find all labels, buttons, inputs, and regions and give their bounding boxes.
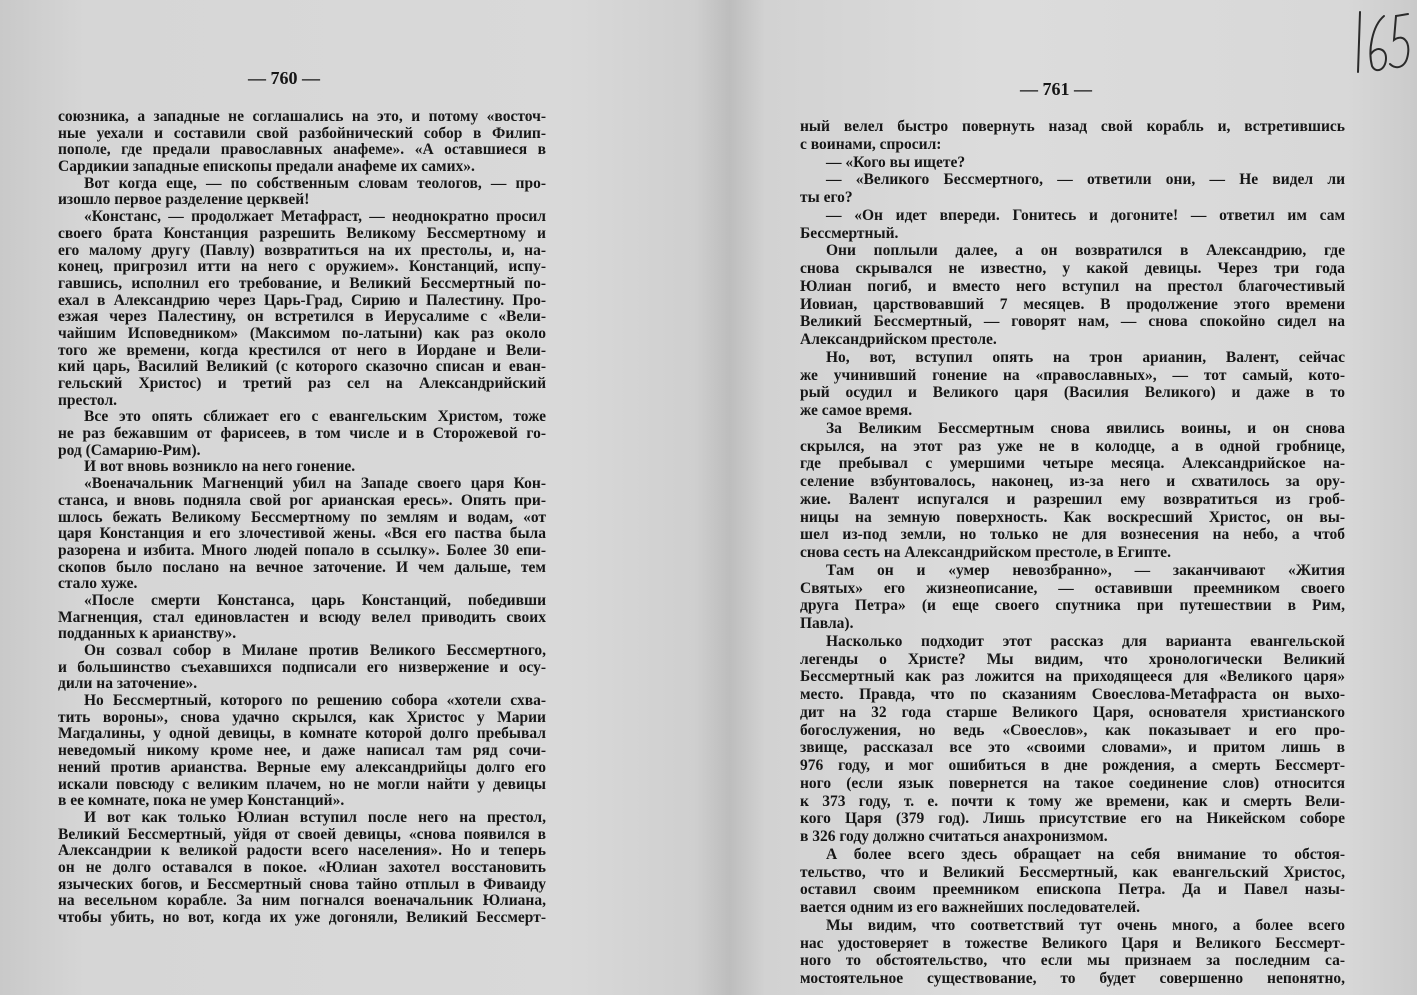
text-line: станса, и вновь подняла свой рог арианская ересь». Опять при- bbox=[58, 491, 546, 509]
text-line: Александрии к великой радости всего населения». Но и теперь bbox=[58, 842, 546, 860]
paragraph bbox=[58, 593, 546, 643]
text-line: Но Бессмертный, которого по решению собора «хотели схва- bbox=[84, 692, 546, 710]
text-line: А более всего здесь обращает на себя внимание то обстоя- bbox=[826, 845, 1345, 863]
text-line: И вот как только Юлиан вступил после него на престол, bbox=[84, 808, 546, 826]
paragraph bbox=[800, 118, 1345, 154]
text-line: «Констанс, — продолжает Метафраст, — неоднократно просил bbox=[84, 208, 546, 226]
text-line: «Военачальник Магненций убил на Западе своего царя Кон- bbox=[84, 475, 546, 493]
text-line: Бессмертный как раз ложится на приходящееся для «Великого царя» bbox=[800, 668, 1345, 686]
text-line: богослужения, но ведь «Своеслов», как показывает и его про- bbox=[800, 721, 1345, 739]
text-line: гавшись, исполнил его требование, и Великий Бессмертный по- bbox=[58, 274, 546, 292]
text-line: легенды о Христе? Мы видим, что хронологически Великий bbox=[800, 650, 1345, 668]
text-line: снова сесть на Александрийском престоле, в Египте. bbox=[800, 544, 1171, 561]
text-line: Павла). bbox=[800, 615, 854, 632]
text-line: Великий Бессмертный, уйдя от своей девицы, «снова появился в bbox=[58, 825, 546, 843]
text-line: шел из-под земли, но только не для вознесения на небо, а чтоб bbox=[800, 526, 1345, 544]
text-line: языческих богов, и Бессмертный снова тайно отплыл в Фиваиду bbox=[58, 875, 546, 893]
text-line: конец, пригрозил итти на него с оружием». Констанций, испу- bbox=[58, 258, 546, 276]
text-line: он не долго оставался в покое. «Юлиан захотел восстановить bbox=[58, 858, 546, 876]
text-line: того же времени, когда крестился от него в Иордане и Вели- bbox=[58, 341, 546, 359]
text-line: чтобы убить, но вот, когда их уже догоняли, Великий Бессмерт- bbox=[58, 909, 546, 926]
text-line: изошло первое разделение церквей! bbox=[58, 191, 310, 209]
text-line: вается одним из его важнейших последователей. bbox=[800, 899, 1141, 916]
text-line: кого Царя (379 год). Лишь присутствие его на Никейском соборе bbox=[800, 810, 1345, 828]
text-line: тельство, что и Великий Бессмертный, как евангельский Христос, bbox=[800, 863, 1345, 881]
text-line: мостоятельное существование, то будет совершенно непонятно, bbox=[800, 970, 1345, 987]
text-line: гельский Христос) и третий раз сел на Александрийский bbox=[58, 375, 546, 392]
text-line: езжая через Палестину, он встретился в Иерусалиме с «Вели- bbox=[58, 308, 546, 326]
text-line: царя Констанция и его злочестивой жены. «Вся его паства была bbox=[58, 525, 546, 543]
text-line: с воинами, спросил: bbox=[800, 135, 942, 153]
text-line: — «Кого вы ищете? bbox=[826, 153, 966, 171]
text-line: престол. bbox=[58, 391, 118, 409]
text-line: ного (если язык повернется на такое соединение слов) относится bbox=[800, 774, 1345, 792]
text-line: Они поплыли далее, а он возвратился в Александрию, где bbox=[826, 242, 1345, 260]
paragraph bbox=[58, 109, 546, 176]
paragraph bbox=[58, 459, 546, 476]
text-line: нас удостоверяет в тожестве Великого Царя и Великого Бессмерт- bbox=[800, 934, 1345, 952]
text-line: Там он и «умер невозбранно», — заканчивают «Жития bbox=[826, 561, 1345, 579]
paragraph bbox=[58, 643, 546, 693]
paragraph bbox=[58, 409, 546, 459]
text-line: скрылся, на этот раз уже не в колодце, а в одной гробнице, bbox=[800, 437, 1345, 455]
text-line: ного то обстоятельство, что если мы признаем за последним са- bbox=[800, 952, 1345, 970]
text-line: шлось бежать Великому Бессмертному по землям и водам, «от bbox=[58, 508, 546, 526]
page-760-text bbox=[58, 109, 546, 927]
text-line: дит на 32 года старше Великого Царя, основателя христианского bbox=[800, 703, 1345, 721]
text-line: И вот вновь возникло на него гонение. bbox=[84, 458, 356, 476]
text-line: рый осудил и Великого царя (Василия Великого) и даже в то bbox=[800, 384, 1345, 402]
handwritten-page-number bbox=[1352, 6, 1412, 78]
text-line: ницы на земную поверхность. Как воскресший Христос, он вы- bbox=[800, 508, 1345, 526]
text-line: стало хуже. bbox=[58, 575, 138, 593]
text-line: ехал в Александрию через Царь-Град, Сирию и Палестину. Про- bbox=[58, 291, 546, 309]
text-line: Великий Бессмертный, — говорят нам, — снова спокойно сидел на bbox=[800, 313, 1345, 331]
text-line: где пребывал с умершими четыре месяца. Александрийское на- bbox=[800, 455, 1345, 473]
page-number-right: — 761 — bbox=[1020, 79, 1092, 99]
paragraph bbox=[58, 810, 546, 927]
text-line: кий царь, Василий Великий (с которого сказочно списан и еван- bbox=[58, 358, 546, 376]
text-line: на весельном корабле. За ним погнался военачальник Юлиана, bbox=[58, 892, 546, 910]
paragraph bbox=[800, 420, 1345, 562]
text-line: в 326 году должно считаться анахронизмом. bbox=[800, 828, 1108, 845]
text-line: Сардикии западные епископы предали анафеме их самих». bbox=[58, 158, 475, 176]
text-line: Иовиан, царствовавший 7 месяцев. В продолжение этого времени bbox=[800, 295, 1345, 313]
text-line: и большинство съехавшихся подписали его низвержение и осу- bbox=[58, 658, 546, 676]
paragraph bbox=[800, 846, 1345, 917]
text-line: же учинивший гонение на «православных», — тот самый, кото- bbox=[800, 366, 1345, 384]
text-line: род (Самарию-Рим). bbox=[58, 441, 201, 459]
paragraph bbox=[800, 207, 1345, 243]
text-line: звище, рассказал все это «своими словами», и притом лишь в bbox=[800, 739, 1345, 757]
text-line: не раз бежавшим от фарисеев, в том числе и в Сторожевой го- bbox=[58, 425, 546, 443]
text-line: место. Правда, что по сказаниям Своеслова-Метафраста он выхо- bbox=[800, 686, 1345, 703]
text-line: Александрийском престоле. bbox=[800, 331, 997, 348]
text-line: искали повсюду с великим плачем, но не могли найти у девицы bbox=[58, 775, 546, 793]
paragraph bbox=[800, 562, 1345, 633]
page-761-text bbox=[800, 118, 1345, 988]
paragraph bbox=[800, 242, 1345, 349]
text-line: «После смерти Констанса, царь Констанций, победивши bbox=[84, 591, 546, 609]
text-line: За Великим Бессмертным снова явились воины, и он снова bbox=[826, 419, 1345, 437]
text-line: Он созвал собор в Милане против Великого Бессмертного, bbox=[84, 642, 546, 659]
page-number-left: — 760 — bbox=[248, 68, 320, 88]
text-line: своего брата Констанция разрешить Великому Бессмертному и bbox=[58, 224, 546, 242]
text-line: друга Петра» (и еще своего спутника при путешествии в Рим, bbox=[800, 597, 1345, 615]
text-line: жие. Валент испугался и разрешил ему возвратиться из гроб- bbox=[800, 490, 1345, 508]
text-line: Вот когда еще, — по собственным словам теологов, — про- bbox=[84, 174, 546, 192]
text-line: Все это опять сближает его с евангельским Христом, тоже bbox=[84, 408, 546, 426]
text-line: чайшим Исповедником» (Максимом по-латыни) как раз около bbox=[58, 324, 546, 342]
text-line: ный велел быстро повернуть назад свой корабль и, встретившись bbox=[800, 118, 1345, 135]
text-line: Мы видим, что соответствий тут очень много, а более всего bbox=[826, 916, 1345, 934]
text-line: подданных к арианству». bbox=[58, 625, 237, 643]
text-line: — «Он идет впереди. Гонитесь и догоните! — ответил им сам bbox=[826, 206, 1345, 224]
text-line: скопов было послано на вечное заточение. И чем дальше, тем bbox=[58, 558, 546, 576]
text-line: Бессмертный. bbox=[800, 224, 899, 242]
paragraph bbox=[800, 917, 1345, 988]
text-line: в ее комнате, пока не умер Констанций». bbox=[58, 792, 345, 810]
paragraph bbox=[800, 633, 1345, 846]
text-line: Святых» его жизнеописание, — оставивши преемником своего bbox=[800, 579, 1345, 597]
text-line: разорена и избита. Много людей попало в ссылку». Более 30 епи- bbox=[58, 541, 546, 559]
text-line: Юлиан погиб, и вместо него вступил на престол благочестивый bbox=[800, 277, 1345, 295]
text-line: ты его? bbox=[800, 189, 853, 206]
text-line: нений против арианства. Верные ему александрийцы долго его bbox=[58, 758, 546, 776]
text-line: к 373 году, т. е. почти к тому же времени, как и смерть Вели- bbox=[800, 792, 1345, 810]
text-line: союзника, а западные не соглашались на это, и потому «восточ- bbox=[58, 108, 546, 125]
text-line: Магдалины, у одной девицы, в комнате которой долго пребывал bbox=[58, 725, 546, 743]
paragraph bbox=[800, 154, 1345, 172]
paragraph bbox=[800, 349, 1345, 420]
text-line: снова скрывался не известно, у какой девицы. Через три года bbox=[800, 260, 1345, 277]
text-line: селение взбунтовалось, наконец, из-за него и схватилось за ору- bbox=[800, 473, 1345, 490]
text-line: оставил своим преемником епископа Петра. Да и Павел назы- bbox=[800, 881, 1345, 899]
text-line: же самое время. bbox=[800, 402, 913, 419]
text-line: его малому другу (Павлу) возвратиться на их престолы, и, на- bbox=[58, 241, 546, 259]
text-line: дили на заточение». bbox=[58, 675, 198, 693]
paragraph bbox=[58, 209, 546, 409]
paragraph bbox=[58, 176, 546, 209]
text-line: ные уехали и составили свой разбойнический собор в Филип- bbox=[58, 124, 546, 142]
text-line: Но, вот, вступил опять на трон арианин, Валент, сейчас bbox=[826, 348, 1345, 366]
text-line: Насколько подходит этот рассказ для варианта евангельской bbox=[826, 632, 1345, 650]
paragraph bbox=[800, 171, 1345, 207]
text-line: тить вороны», снова удачно скрылся, как Христос у Марии bbox=[58, 708, 546, 726]
text-line: неведомый никому кроме нее, и даже написал там ряд сочи- bbox=[58, 742, 546, 760]
text-line: 976 году, и мог ошибиться в дне рождения, а смерть Бессмерт- bbox=[800, 757, 1345, 774]
text-line: пополе, где предали православных анафеме». «А оставшиеся в bbox=[58, 141, 546, 159]
paragraph bbox=[58, 693, 546, 810]
text-line: Магненция, стал единовластен и всюду велел приводить своих bbox=[58, 608, 546, 626]
paragraph bbox=[58, 476, 546, 593]
text-line: — «Великого Бессмертного, — ответили они, — Не видел ли bbox=[826, 171, 1345, 189]
